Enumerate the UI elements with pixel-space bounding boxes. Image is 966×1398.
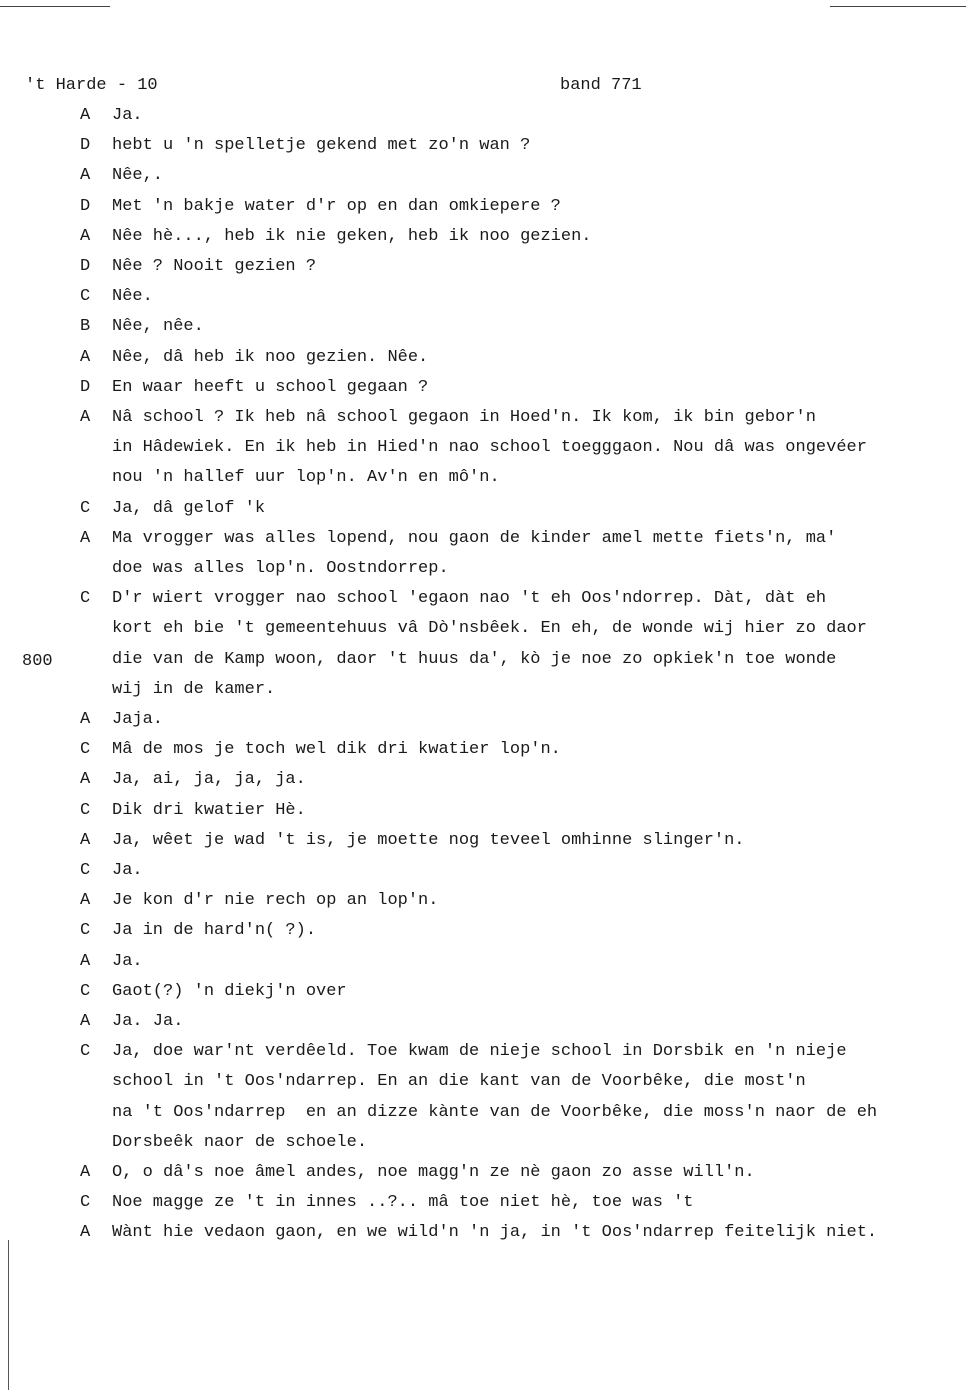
utterance-text: Ja, ai, ja, ja, ja. xyxy=(112,770,306,790)
speaker-label: D xyxy=(80,196,91,216)
speaker-label: D xyxy=(80,257,91,276)
speaker-label: C xyxy=(80,589,91,609)
speaker-label: A xyxy=(80,830,91,850)
utterance-text: Mâ de mos je toch wel dik dri kwatier lop'n. xyxy=(112,740,561,760)
utterance-text: Noe magge ze 't in innes ..?.. mâ toe niet hè, toe was 't xyxy=(112,1193,694,1213)
speaker-label: A xyxy=(80,1012,91,1031)
speaker-label: A xyxy=(80,891,91,911)
speaker-label: C xyxy=(80,921,91,941)
utterance-text: Dik dri kwatier Hè. xyxy=(112,800,306,820)
utterance-text: die van de Kamp woon, daor 't huus da', kò je noe zo opkiek'n toe wonde xyxy=(112,649,837,669)
utterance-text: Ja. Ja. xyxy=(112,1012,184,1031)
speaker-label: A xyxy=(80,226,91,246)
document-title: 't Harde - 10 xyxy=(25,76,158,95)
speaker-label: C xyxy=(80,740,91,760)
utterance-text: na 't Oos'ndarrep en an dizze kànte van de Voorbêke, die moss'n naor de eh xyxy=(112,1102,878,1122)
speaker-label: C xyxy=(80,800,91,820)
utterance-text: Ja, dâ gelof 'k xyxy=(112,498,266,518)
speaker-label: C xyxy=(80,498,91,518)
utterance-text: in Hâdewiek. En ik heb in Hied'n nao school toegggaon. Nou dâ was ongevéer xyxy=(112,438,867,458)
utterance-text: doe was alles lop'n. Oostndorrep. xyxy=(112,559,449,578)
speaker-label: A xyxy=(80,1163,91,1182)
speaker-label: A xyxy=(80,347,91,367)
utterance-text: En waar heeft u school gegaan ? xyxy=(112,377,429,397)
speaker-label: C xyxy=(80,1042,91,1062)
utterance-text: Nêe, nêe. xyxy=(112,317,204,337)
speaker-label: A xyxy=(80,528,91,548)
utterance-text: hebt u 'n spelletje gekend met zo'n wan ? xyxy=(112,136,531,156)
utterance-text: school in 't Oos'ndarrep. En an die kant van de Voorbêke, die most'n xyxy=(112,1072,806,1092)
utterance-text: Ja. xyxy=(112,861,143,880)
utterance-text: Ja. xyxy=(112,106,143,125)
utterance-text: Ja. xyxy=(112,951,143,971)
utterance-text: Ja, doe war'nt verdêeld. Toe kwam de nieje school in Dorsbik en 'n nieje xyxy=(112,1042,847,1062)
speaker-label: D xyxy=(80,377,91,397)
speaker-label: B xyxy=(80,317,91,337)
utterance-text: Jaja. xyxy=(112,710,164,729)
tape-counter-number: 800 xyxy=(22,652,53,671)
utterance-text: Met 'n bakje water d'r op en dan omkiepere ? xyxy=(112,196,561,216)
utterance-text: kort eh bie 't gemeentehuus vâ Dò'nsbêek. En eh, de wonde wij hier zo daor xyxy=(112,619,867,639)
utterance-text: Gaot(?) 'n diekj'n over xyxy=(112,981,347,1001)
utterance-text: Dorsbeêk naor de schoele. xyxy=(112,1132,368,1152)
speaker-label: A xyxy=(80,106,91,125)
band-number: band 771 xyxy=(560,76,642,95)
utterance-text: Ja, wêet je wad 't is, je moette nog teveel omhinne slinger'n. xyxy=(112,830,745,850)
top-rule-right xyxy=(830,6,966,7)
speaker-label: A xyxy=(80,1223,91,1243)
utterance-text: Nêe. xyxy=(112,287,153,307)
speaker-label: C xyxy=(80,981,91,1001)
utterance-text: nou 'n hallef uur lop'n. Av'n en mô'n. xyxy=(112,468,500,488)
speaker-label: A xyxy=(80,770,91,790)
utterance-text: Nêe, dâ heb ik noo gezien. Nêe. xyxy=(112,347,429,367)
speaker-label: A xyxy=(80,951,91,971)
speaker-label: A xyxy=(80,408,91,427)
top-rule-left xyxy=(0,6,110,7)
speaker-label: C xyxy=(80,287,91,307)
utterance-text: Nêe,. xyxy=(112,166,164,186)
utterance-text: Nâ school ? Ik heb nâ school gegaon in Hoed'n. Ik kom, ik bin gebor'n xyxy=(112,408,816,427)
speaker-label: D xyxy=(80,136,91,156)
utterance-text: Nêe hè..., heb ik nie geken, heb ik noo gezien. xyxy=(112,226,592,246)
speaker-label: A xyxy=(80,166,91,186)
utterance-text: D'r wiert vrogger nao school 'egaon nao 't eh Oos'ndorrep. Dàt, dàt eh xyxy=(112,589,827,609)
speaker-label: C xyxy=(80,1193,91,1213)
left-margin-rule xyxy=(8,1240,9,1390)
speaker-label: C xyxy=(80,861,91,880)
utterance-text: Ja in de hard'n( ?). xyxy=(112,921,317,941)
utterance-text: Wànt hie vedaon gaon, en we wild'n 'n ja, in 't Oos'ndarrep feitelijk niet. xyxy=(112,1223,878,1243)
utterance-text: Ma vrogger was alles lopend, nou gaon de kinder amel mette fiets'n, ma' xyxy=(112,528,837,548)
speaker-label: A xyxy=(80,710,91,729)
utterance-text: O, o dâ's noe âmel andes, noe magg'n ze nè gaon zo asse will'n. xyxy=(112,1163,755,1182)
utterance-text: Je kon d'r nie rech op an lop'n. xyxy=(112,891,439,911)
utterance-text: wij in de kamer. xyxy=(112,679,276,699)
utterance-text: Nêe ? Nooit gezien ? xyxy=(112,257,317,276)
